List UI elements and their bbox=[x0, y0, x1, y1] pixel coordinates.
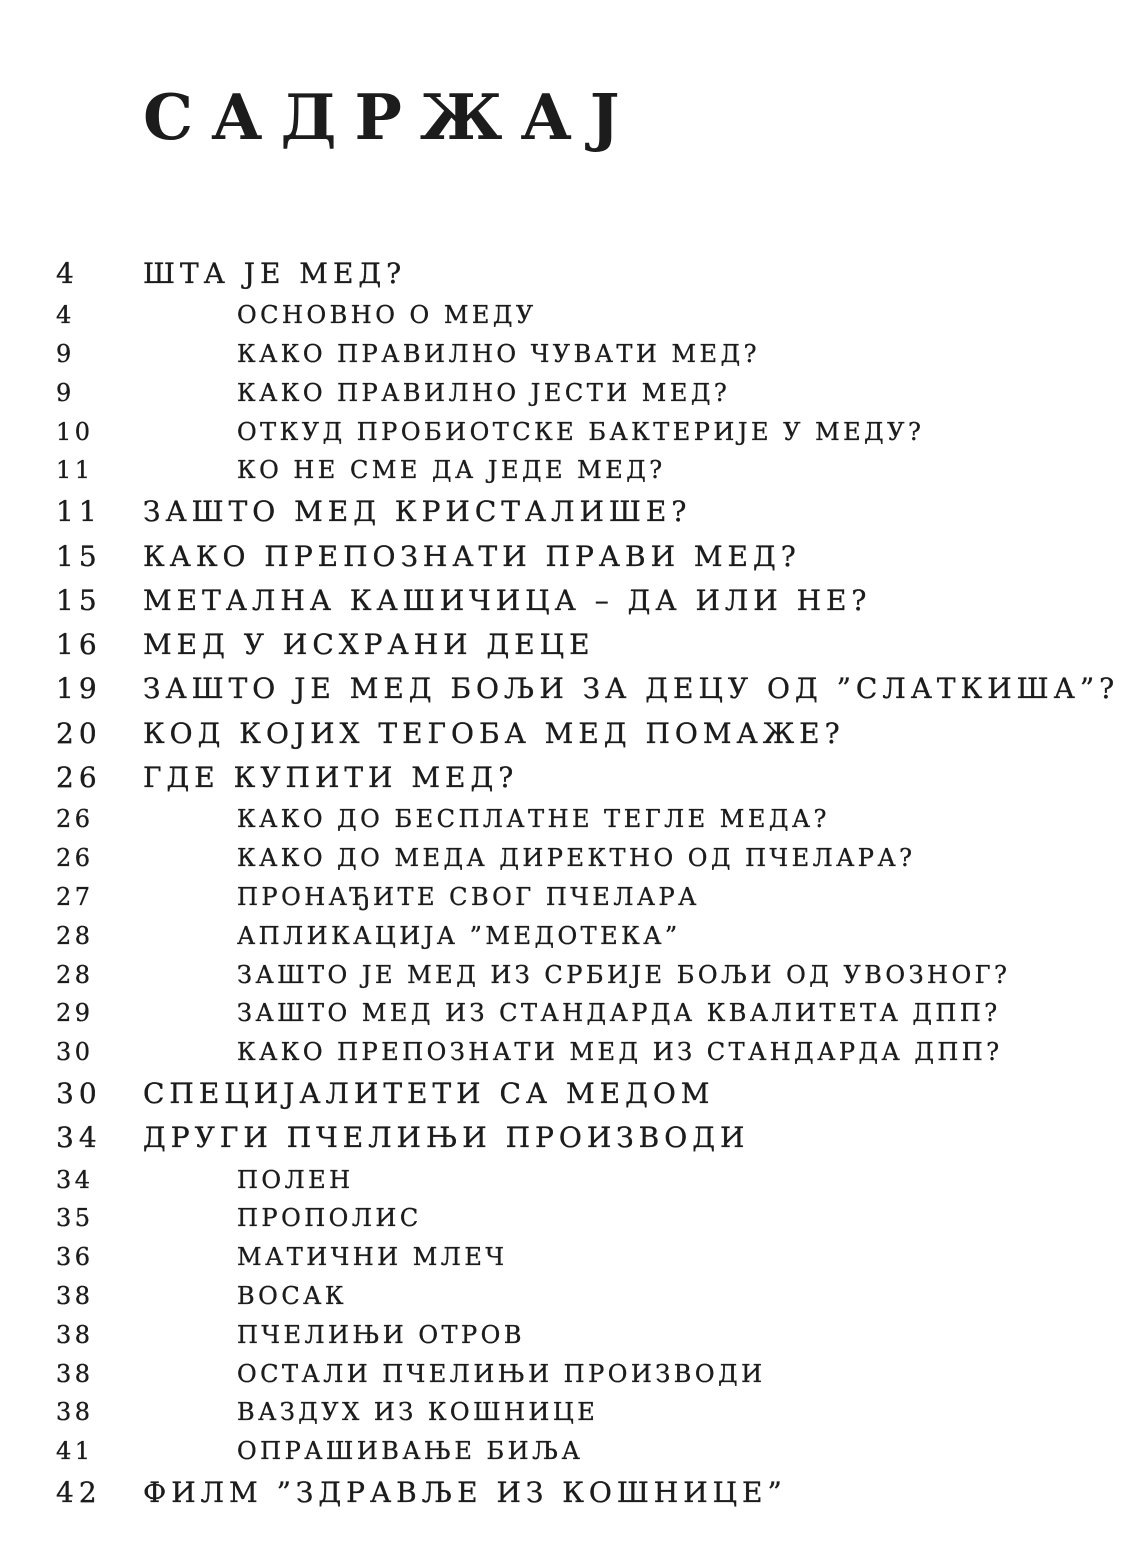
toc-entry bbox=[56, 1161, 1136, 1200]
toc-entry-label: КАКО ПРЕПОЗНАТИ МЕД ИЗ СТАНДАРДА ДПП? bbox=[237, 1038, 1003, 1067]
toc-entry bbox=[56, 1393, 1136, 1432]
toc-entry-label: МЕТАЛНА КАШИЧИЦА – ДА ИЛИ НЕ? bbox=[143, 583, 872, 617]
toc-entry bbox=[56, 994, 1136, 1033]
toc-entry bbox=[56, 252, 1136, 296]
toc-entry-page-number: 30 bbox=[56, 1076, 102, 1110]
toc-entry bbox=[56, 490, 1136, 534]
toc-entry-page-number: 34 bbox=[56, 1121, 102, 1155]
toc-entry-page-number: 4 bbox=[56, 257, 79, 290]
toc-entry-label: ДРУГИ ПЧЕЛИЊИ ПРОИЗВОДИ bbox=[143, 1121, 750, 1155]
toc-entry-page-number: 20 bbox=[56, 716, 102, 750]
toc-entry-label: ГДЕ КУПИТИ МЕД? bbox=[143, 761, 519, 795]
toc-entry-label: ВАЗДУХ ИЗ КОШНИЦЕ bbox=[237, 1398, 599, 1427]
toc-entry-page-number: 28 bbox=[56, 921, 94, 950]
toc-entry bbox=[56, 712, 1136, 756]
toc-entry-label: ПОЛЕН bbox=[237, 1165, 354, 1194]
toc-entry-label: ПЧЕЛИЊИ ОТРОВ bbox=[237, 1320, 525, 1349]
toc-entry bbox=[56, 839, 1136, 878]
toc-entry bbox=[56, 1238, 1136, 1277]
toc-entry bbox=[56, 1199, 1136, 1238]
toc-entry-label: МЕД У ИСХРАНИ ДЕЦЕ bbox=[143, 628, 595, 662]
toc-entry bbox=[56, 1277, 1136, 1316]
toc-entry-page-number: 36 bbox=[56, 1243, 94, 1272]
toc-entry-page-number: 10 bbox=[56, 417, 94, 446]
toc-entry-label: ВОСАК bbox=[237, 1281, 347, 1310]
toc-entry-page-number: 42 bbox=[56, 1475, 102, 1509]
toc-entry bbox=[56, 579, 1136, 623]
toc-entry-label: КО НЕ СМЕ ДА ЈЕДЕ МЕД? bbox=[237, 456, 666, 485]
toc-entry-page-number: 19 bbox=[56, 672, 102, 706]
toc-entry-page-number: 28 bbox=[56, 960, 94, 989]
toc-list bbox=[56, 252, 1136, 1515]
toc-entry-label: КАКО ПРАВИЛНО ЧУВАТИ МЕД? bbox=[237, 340, 760, 369]
toc-entry-page-number: 41 bbox=[56, 1437, 94, 1466]
toc-entry-label: ШТА ЈЕ МЕД? bbox=[143, 257, 407, 290]
toc-entry-label: ЗАШТО ЈЕ МЕД ИЗ СРБИЈЕ БОЉИ ОД УВОЗНОГ? bbox=[237, 960, 1011, 989]
toc-entry-page-number: 11 bbox=[56, 495, 102, 529]
toc-entry-label: ЗАШТО ЈЕ МЕД БОЉИ ЗА ДЕЦУ ОД ”СЛАТКИША”? bbox=[143, 672, 1120, 706]
toc-entry-page-number: 34 bbox=[56, 1165, 94, 1194]
toc-entry bbox=[56, 1471, 1136, 1515]
toc-entry bbox=[56, 1316, 1136, 1355]
toc-entry bbox=[56, 917, 1136, 956]
toc-entry-page-number: 38 bbox=[56, 1398, 94, 1427]
toc-entry-page-number: 26 bbox=[56, 844, 94, 873]
toc-entry bbox=[56, 667, 1136, 711]
toc-entry bbox=[56, 1072, 1136, 1116]
toc-entry bbox=[56, 1116, 1136, 1160]
toc-entry bbox=[56, 623, 1136, 667]
toc-entry-page-number: 15 bbox=[56, 583, 102, 617]
toc-entry-page-number: 4 bbox=[56, 301, 75, 330]
toc-entry-label: КОД КОЈИХ ТЕГОБА МЕД ПОМАЖЕ? bbox=[143, 716, 845, 750]
toc-entry-page-number: 9 bbox=[56, 340, 75, 369]
toc-entry-page-number: 29 bbox=[56, 999, 94, 1028]
toc-entry-page-number: 26 bbox=[56, 805, 94, 834]
toc-entry-label: МАТИЧНИ МЛЕЧ bbox=[237, 1243, 508, 1272]
toc-entry-label: ОПРАШИВАЊЕ БИЉА bbox=[237, 1437, 584, 1466]
toc-entry bbox=[56, 413, 1136, 452]
toc-entry bbox=[56, 535, 1136, 579]
toc-entry-page-number: 38 bbox=[56, 1359, 94, 1388]
toc-entry-label: ОТКУД ПРОБИОТСКЕ БАКТЕРИЈЕ У МЕДУ? bbox=[237, 417, 925, 446]
toc-entry-label: ФИЛМ ”ЗДРАВЉЕ ИЗ КОШНИЦЕ” bbox=[143, 1475, 787, 1509]
toc-entry-page-number: 38 bbox=[56, 1320, 94, 1349]
page-title: САДРЖАЈ bbox=[143, 80, 638, 154]
toc-entry-label: ОСНОВНО О МЕДУ bbox=[237, 301, 537, 330]
toc-entry bbox=[56, 451, 1136, 490]
toc-entry-label: ПРОНАЂИТЕ СВОГ ПЧЕЛАРА bbox=[237, 882, 700, 911]
toc-entry-label: ЗАШТО МЕД КРИСТАЛИШЕ? bbox=[143, 495, 692, 529]
toc-entry bbox=[56, 296, 1136, 335]
toc-entry-page-number: 27 bbox=[56, 882, 94, 911]
toc-entry-label: ЗАШТО МЕД ИЗ СТАНДАРДА КВАЛИТЕТА ДПП? bbox=[237, 999, 1001, 1028]
toc-entry bbox=[56, 335, 1136, 374]
toc-entry-page-number: 11 bbox=[56, 456, 94, 485]
toc-entry bbox=[56, 756, 1136, 800]
toc-entry bbox=[56, 878, 1136, 917]
toc-entry bbox=[56, 1432, 1136, 1471]
toc-entry-page-number: 9 bbox=[56, 378, 75, 407]
toc-entry-label: КАКО ПРАВИЛНО ЈЕСТИ МЕД? bbox=[237, 378, 731, 407]
toc-entry-page-number: 15 bbox=[56, 539, 102, 573]
toc-entry-label: ОСТАЛИ ПЧЕЛИЊИ ПРОИЗВОДИ bbox=[237, 1359, 766, 1388]
toc-entry bbox=[56, 800, 1136, 839]
toc-entry bbox=[56, 956, 1136, 995]
toc-entry bbox=[56, 1033, 1136, 1072]
toc-entry-page-number: 38 bbox=[56, 1281, 94, 1310]
toc-entry-label: КАКО ПРЕПОЗНАТИ ПРАВИ МЕД? bbox=[143, 539, 801, 573]
toc-entry-label: СПЕЦИЈАЛИТЕТИ СА МЕДОМ bbox=[143, 1076, 715, 1110]
toc-entry bbox=[56, 1355, 1136, 1394]
toc-entry bbox=[56, 374, 1136, 413]
toc-entry-label: КАКО ДО БЕСПЛАТНЕ ТЕГЛЕ МЕДА? bbox=[237, 805, 830, 834]
toc-entry-page-number: 16 bbox=[56, 628, 102, 662]
toc-entry-label: ПРОПОЛИС bbox=[237, 1204, 422, 1233]
toc-entry-label: АПЛИКАЦИЈА ”МЕДОТЕКА” bbox=[237, 921, 681, 950]
toc-entry-label: КАКО ДО МЕДА ДИРЕКТНО ОД ПЧЕЛАРА? bbox=[237, 844, 916, 873]
toc-entry-page-number: 26 bbox=[56, 761, 102, 795]
toc-entry-page-number: 35 bbox=[56, 1204, 94, 1233]
toc-entry-page-number: 30 bbox=[56, 1038, 94, 1067]
